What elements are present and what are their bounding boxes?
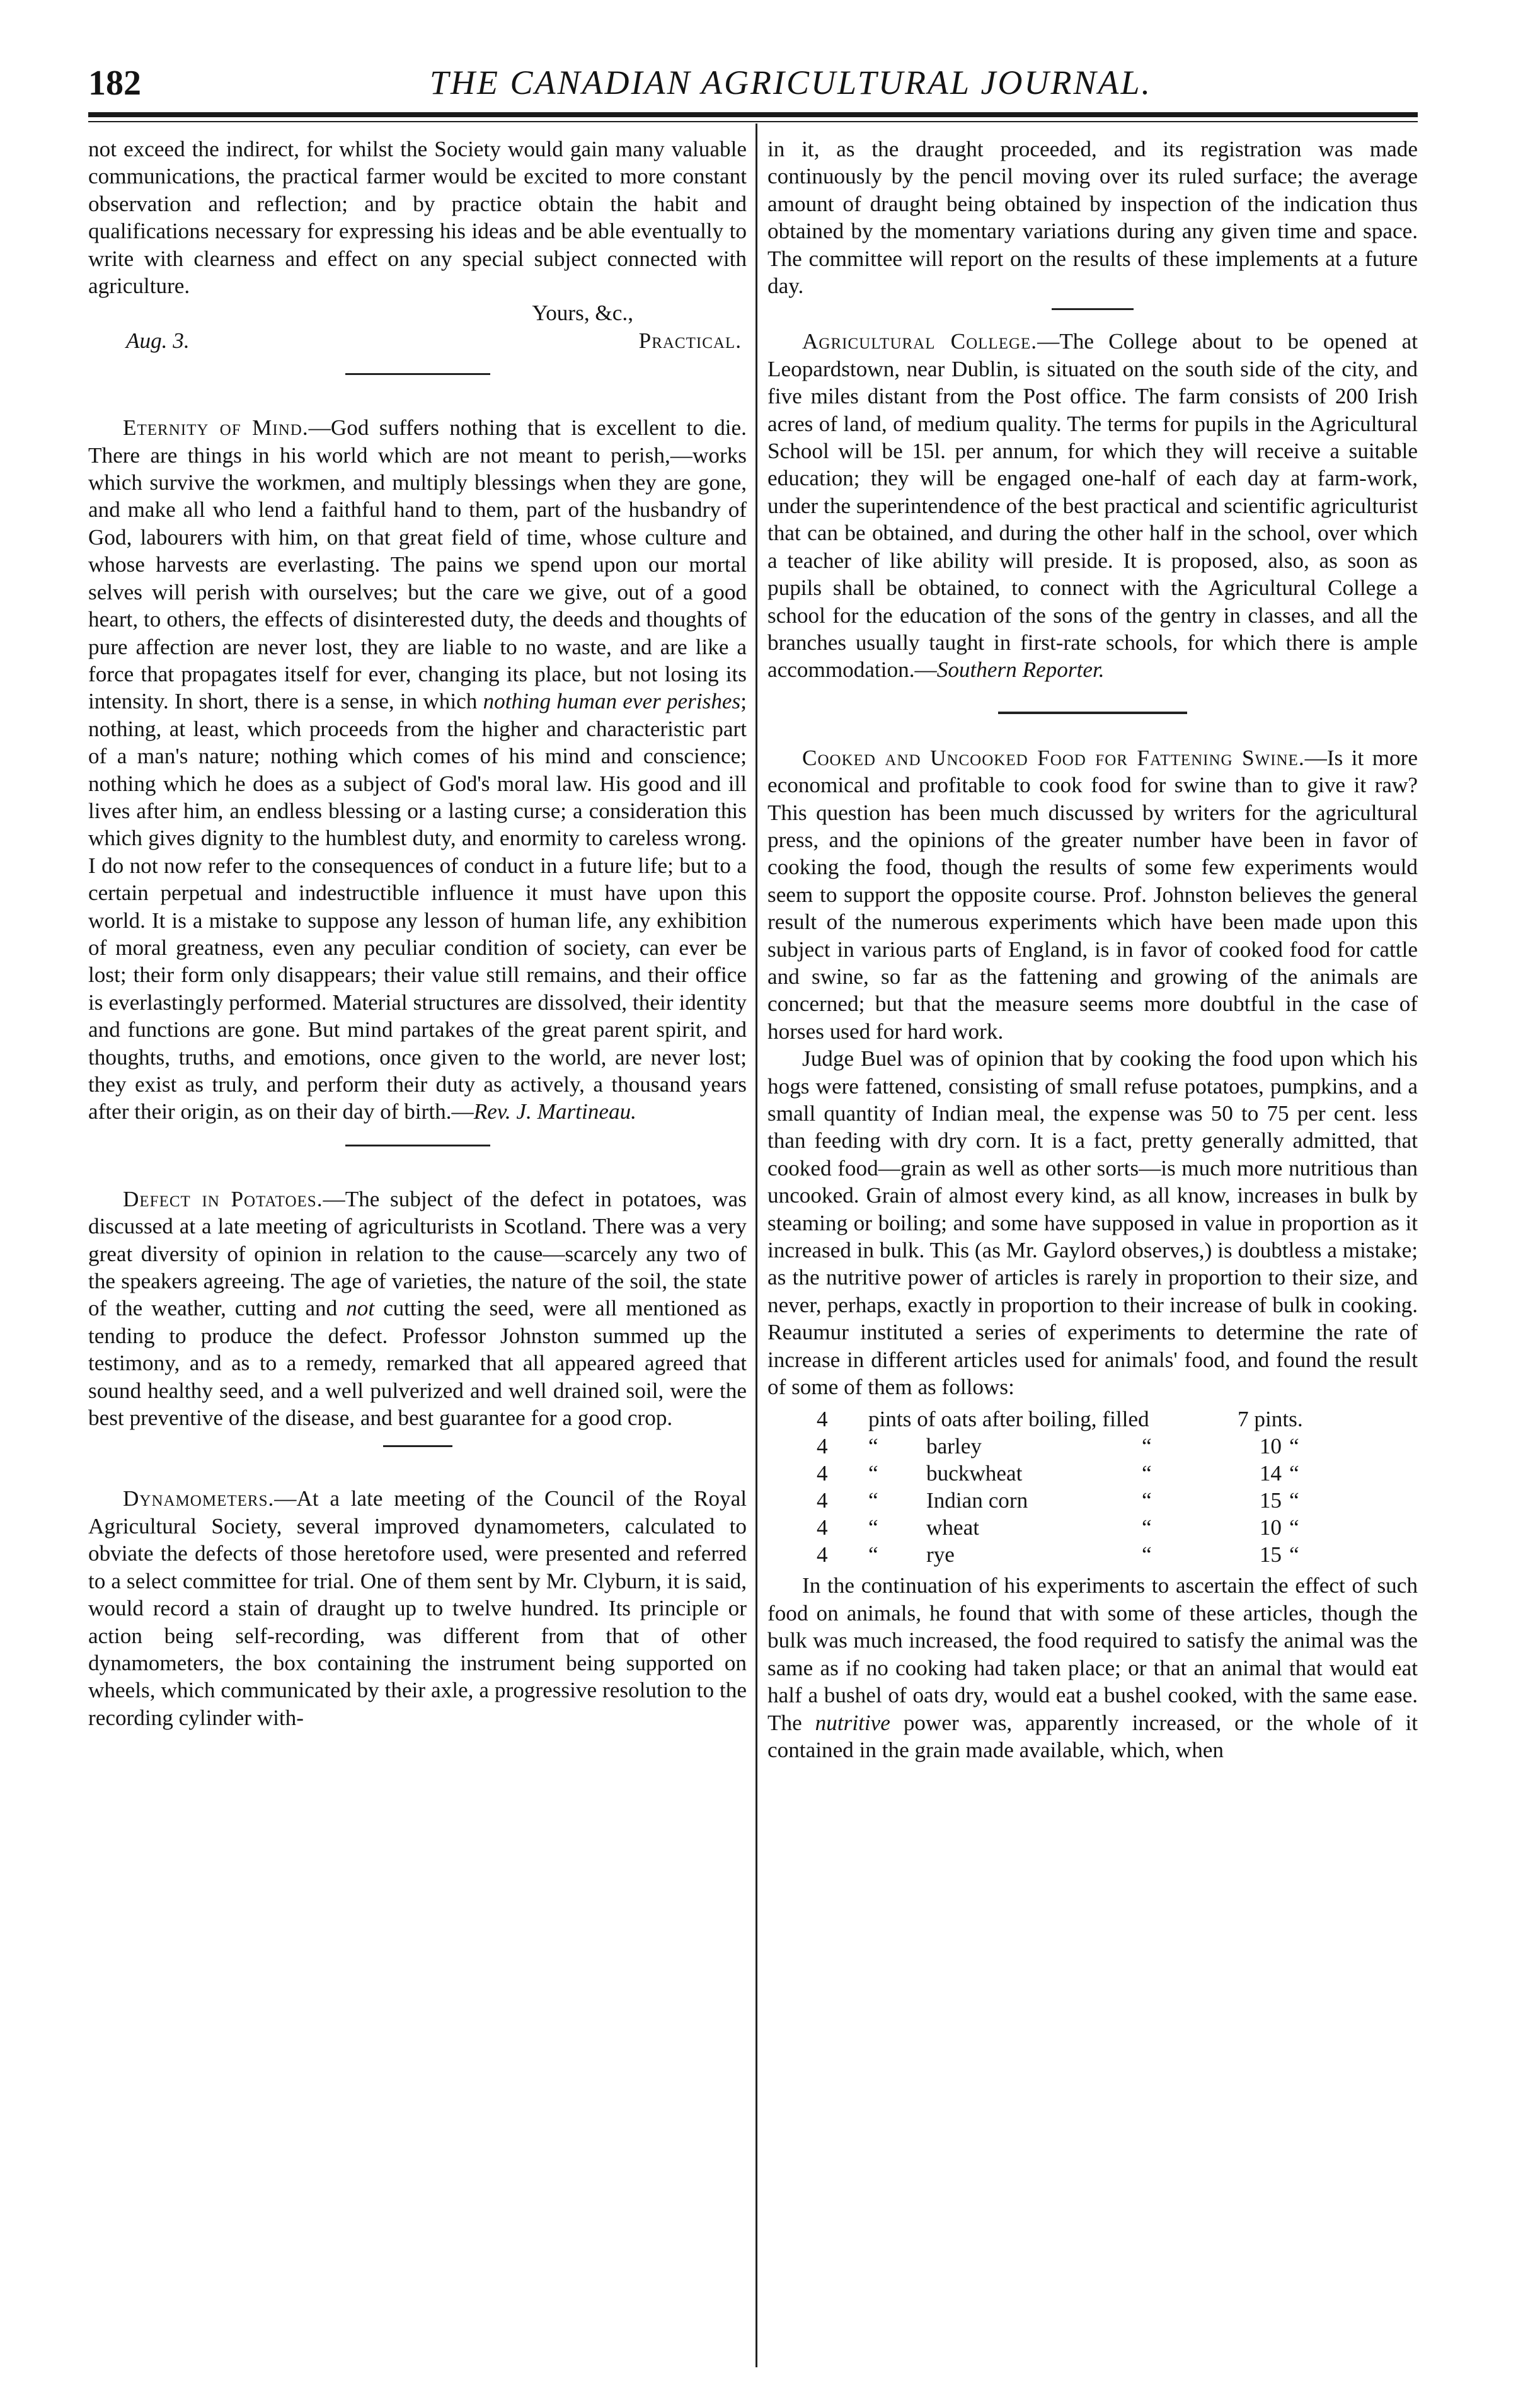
article-text: —God suffers nothing that is excellent to die. There are things in his world which are not meant to perish,—works which survive the workmen, and multiply blessings when they are gone, and make all who lend a faithful hand to them, part of the husbandry of God, labourers with him, on that great field of time, whose culture and whose harvests are everlasting. The pains we spend upon our mortal selves will perish with ourselves; but the care we give, out of a good heart, to others, the effects of disinterested duty, the deeds and thoughts of pure affection are never lost, they are liable to no waste, and are like a force that propagates itself for ever, changing its place, but not losing its intensity. In short, there is a sense, in which (88, 415, 747, 714)
article-text: —The College about to be opened at Leopardstown, near Dublin, is situated on the south side of the city, and five miles distant from the Post office. The farm consists of 200 Irish acres of land, of medium quality. The terms for pupils in the Agricultural School will be 15l. per annum, for which they will receive a suitable education; they will be engaged one-half of each day at farm-work, under the superintendence of the best practical and scientific agriculturist that can be obtained, and during the other half in the school, over which a teacher of like ability will preside. It is proposed, also, as soon as pupils shall be obtained, to connect with the Agricultural College a school for the education of the sons of the gentry in classes, and all the branches usually taught in first-rate schools, for which there is ample accommodation.— (767, 329, 1418, 683)
table-cell: wheat (926, 1515, 980, 1540)
table-cell: 15 (1259, 1542, 1282, 1567)
table-cell: Indian corn (926, 1488, 1028, 1513)
dynamometers-continuation: in it, as the draught proceeded, and its registration was made continuously by the pencil moving over its ruled surface; the average amount of draught being obtained by inspection of the indication thus obtained by the momentary variations during any given time and space. The committee will report on the results of these implements at a future day. (767, 137, 1418, 299)
table-cell: “ (1289, 1542, 1299, 1567)
table-cell: 10 (1259, 1434, 1282, 1459)
header-rule-thick (88, 112, 1418, 117)
table-cell: “ (1142, 1488, 1152, 1513)
table-cell: “ (1289, 1434, 1299, 1459)
article-source: Southern Reporter. (936, 657, 1105, 683)
defect-in-potatoes-article (88, 1186, 747, 1432)
article-emphasis: nutritive (815, 1710, 890, 1735)
table-cell: 4 (817, 1488, 828, 1513)
table-cell: “ (1142, 1515, 1152, 1540)
table-cell: 14 (1259, 1461, 1282, 1486)
left-column (88, 136, 747, 1731)
letter-date: Aug. 3. (126, 328, 190, 353)
running-title: THE CANADIAN AGRICULTURAL JOURNAL. (430, 64, 1152, 101)
article-emphasis: nothing human ever perishes (483, 689, 741, 714)
article-text: —At a late meeting of the Council of the Royal Agricultural Society, several improved dynamometers, calculated to obviate the defects of those heretofore used, were presented and referred to a select committee for trial. One of them sent by Mr. Clyburn, it is said, would record a stain of draught up to twelve hundred. Its principle or action being self-recording, was different from that of other dynamometers, the box containing the instrument being supported on wheels, which communicated by their axle, a progressive resolution to the recording cylinder with- (88, 1486, 747, 1730)
table-row (817, 1433, 1335, 1460)
cooked-food-article (767, 744, 1418, 1045)
article-text: power was, apparently increased, or the whole of it contained in the grain made available, which, when (767, 1710, 1418, 1762)
article-title: Dynamometers. (123, 1486, 275, 1511)
article-source: Rev. J. Martineau. (473, 1099, 636, 1124)
page-header (88, 57, 1418, 107)
dynamometers-article (88, 1485, 747, 1731)
intro-paragraph: not exceed the indirect, for whilst the Society would gain many valuable communications, the practical farmer would be excited to more constant observation and reflection; and by practice obtain the habit and qualifications necessary for expressing his ideas and be able eventually to write with clearness and effect on any special subject connected with agriculture. (88, 137, 747, 299)
closing-salutation: Yours, &c., (532, 301, 633, 326)
eternity-of-mind-article (88, 414, 747, 1126)
table-row (817, 1487, 1335, 1514)
article-title: Cooked and Uncooked Food for Fattening Swine. (802, 745, 1305, 770)
table-cell: 4 (817, 1515, 828, 1540)
table-cell: 4 (817, 1542, 828, 1567)
table-cell: “ (1289, 1515, 1299, 1540)
article-title: Eternity of Mind. (123, 415, 309, 441)
section-separator (345, 373, 490, 375)
section-separator (383, 1445, 452, 1447)
table-cell: 7 pints. (1238, 1407, 1303, 1432)
article-title: Defect in Potatoes. (123, 1186, 323, 1211)
table-cell: rye (926, 1542, 955, 1567)
table-cell: “ (1142, 1542, 1152, 1567)
column-divider (756, 124, 757, 2367)
table-cell: 10 (1259, 1515, 1282, 1540)
table-cell: 4 (817, 1461, 828, 1486)
article-text: cutting the seed, were all mentioned as tending to produce the defect. Professor Johnston summed up the testimony, and as to a remedy, remarked that all appeared agreed that sound healthy seed, and a well pulverized and well drained soil, were the best preventive of the disease, and best guarantee for a good crop. (88, 1296, 747, 1431)
section-separator (1052, 308, 1134, 310)
table-cell: “ (868, 1515, 878, 1540)
table-cell: “ (1289, 1461, 1299, 1486)
section-separator (998, 712, 1187, 714)
table-cell: 15 (1259, 1488, 1282, 1513)
article-text: ; nothing, at least, which proceeds from the higher and characteristic part of a man's nature; nothing which comes of his mind and conscience; nothing which he does as a subject of God's moral law. His good and ill lives after him, an endless blessing or a lasting curse; a consideration this which gives dignity to the humblest duty, and enormity to careless wrong. I do not now refer to the consequences of conduct in a future life; but to a certain perpetual and indestructible influence it must have upon this world. It is a mistake to suppose any lesson of human life, any exhibition of moral greatness, even any peculiar condition of society, can ever be lost; their form only disappears; their value still remains, and their office is everlastingly performed. Material structures are dissolved, their identity and functions are gone. But mind partakes of the great parent spirit, and thoughts, truths, and emotions, once given to the world, are never lost; they exist as truly, and perform their duty as actively, a thousand years after their origin, as on their day of birth.— (88, 689, 747, 1124)
table-cell: 4 (817, 1434, 828, 1459)
page-number: 182 (88, 64, 141, 103)
boiling-results-table (817, 1406, 1335, 1568)
article-emphasis: not (346, 1296, 375, 1321)
article-text: —Is it more economical and profitable to cook food for swine than to give it raw? This question has been much discussed by writers for the agricultural press, and the opinions of the greater number have been in favor of cooking the food, though the results of some few experiments would seem to support the opposite course. Prof. Johnston believes the general result of the numerous experiments which have been made upon this subject in various parts of England, is in favor of cooked food for cattle and swine, so far as the fattening and growing of the animals are concerned; but that the measure seems more doubtful in the case of horses used for hard work. (767, 745, 1418, 1044)
table-row (817, 1460, 1335, 1487)
table-cell: barley (926, 1434, 982, 1459)
table-cell: “ (868, 1542, 878, 1567)
article-text: —The subject of the defect in potatoes, was discussed at a late meeting of agriculturists in Scotland. There was a very great diversity of opinion in relation to the cause—scarcely any two of the speakers agreeing. The age of varieties, the nature of the soil, the state of the weather, cutting and (88, 1186, 747, 1321)
header-rule-thin (88, 121, 1418, 122)
signature-row (88, 327, 747, 354)
table-row (817, 1541, 1335, 1568)
article-text: In the continuation of his experiments to ascertain the effect of such food on animals, he found that with some of these articles, though the bulk was much increased, the food required to satisfy the animal was the same as if no cooking had taken place; or that an animal that would eat half a bushel of oats dry, would eat a bushel cooked, with the same ease. The (767, 1573, 1418, 1735)
article-title: Agricultural College. (802, 329, 1038, 354)
table-cell: “ (868, 1488, 878, 1513)
table-cell: 4 (817, 1407, 828, 1432)
cooked-food-paragraph (767, 1572, 1418, 1763)
letter-signature: Practical. (638, 328, 742, 353)
table-cell: “ (1289, 1488, 1299, 1513)
agricultural-college-article (767, 328, 1418, 683)
cooked-food-paragraph: Judge Buel was of opinion that by cooking the food upon which his hogs were fattened, consisting of small refuse potatoes, pumpkins, and a small quantity of Indian meal, the expense was 50 to 75 per cent. less than feeding with dry corn. It is a fact, pretty generally admitted, that cooked food—grain as well as other sorts—is much more nutritious than uncooked. Grain of almost every kind, as all know, increases in bulk by steaming or boiling; and some have supposed in value in proportion as it increased in bulk. This (as Mr. Gaylord observes,) is doubtless a mistake; as the nutritive power of articles is rarely in proportion to their size, and never, perhaps, exactly in proportion to their increase of bulk in cooking. Reaumur instituted a series of experiments to determine the rate of increase in different articles used for animals' food, and found the result of some of them as follows: (767, 1046, 1418, 1400)
table-row (817, 1406, 1335, 1433)
table-cell: buckwheat (926, 1461, 1023, 1486)
table-cell: “ (868, 1461, 878, 1486)
right-column (767, 136, 1418, 1763)
table-cell: pints of oats after boiling, filled (868, 1407, 1149, 1432)
table-row (817, 1514, 1335, 1541)
table-cell: “ (868, 1434, 878, 1459)
table-cell: “ (1142, 1461, 1152, 1486)
table-cell: “ (1142, 1434, 1152, 1459)
section-separator (345, 1145, 490, 1146)
